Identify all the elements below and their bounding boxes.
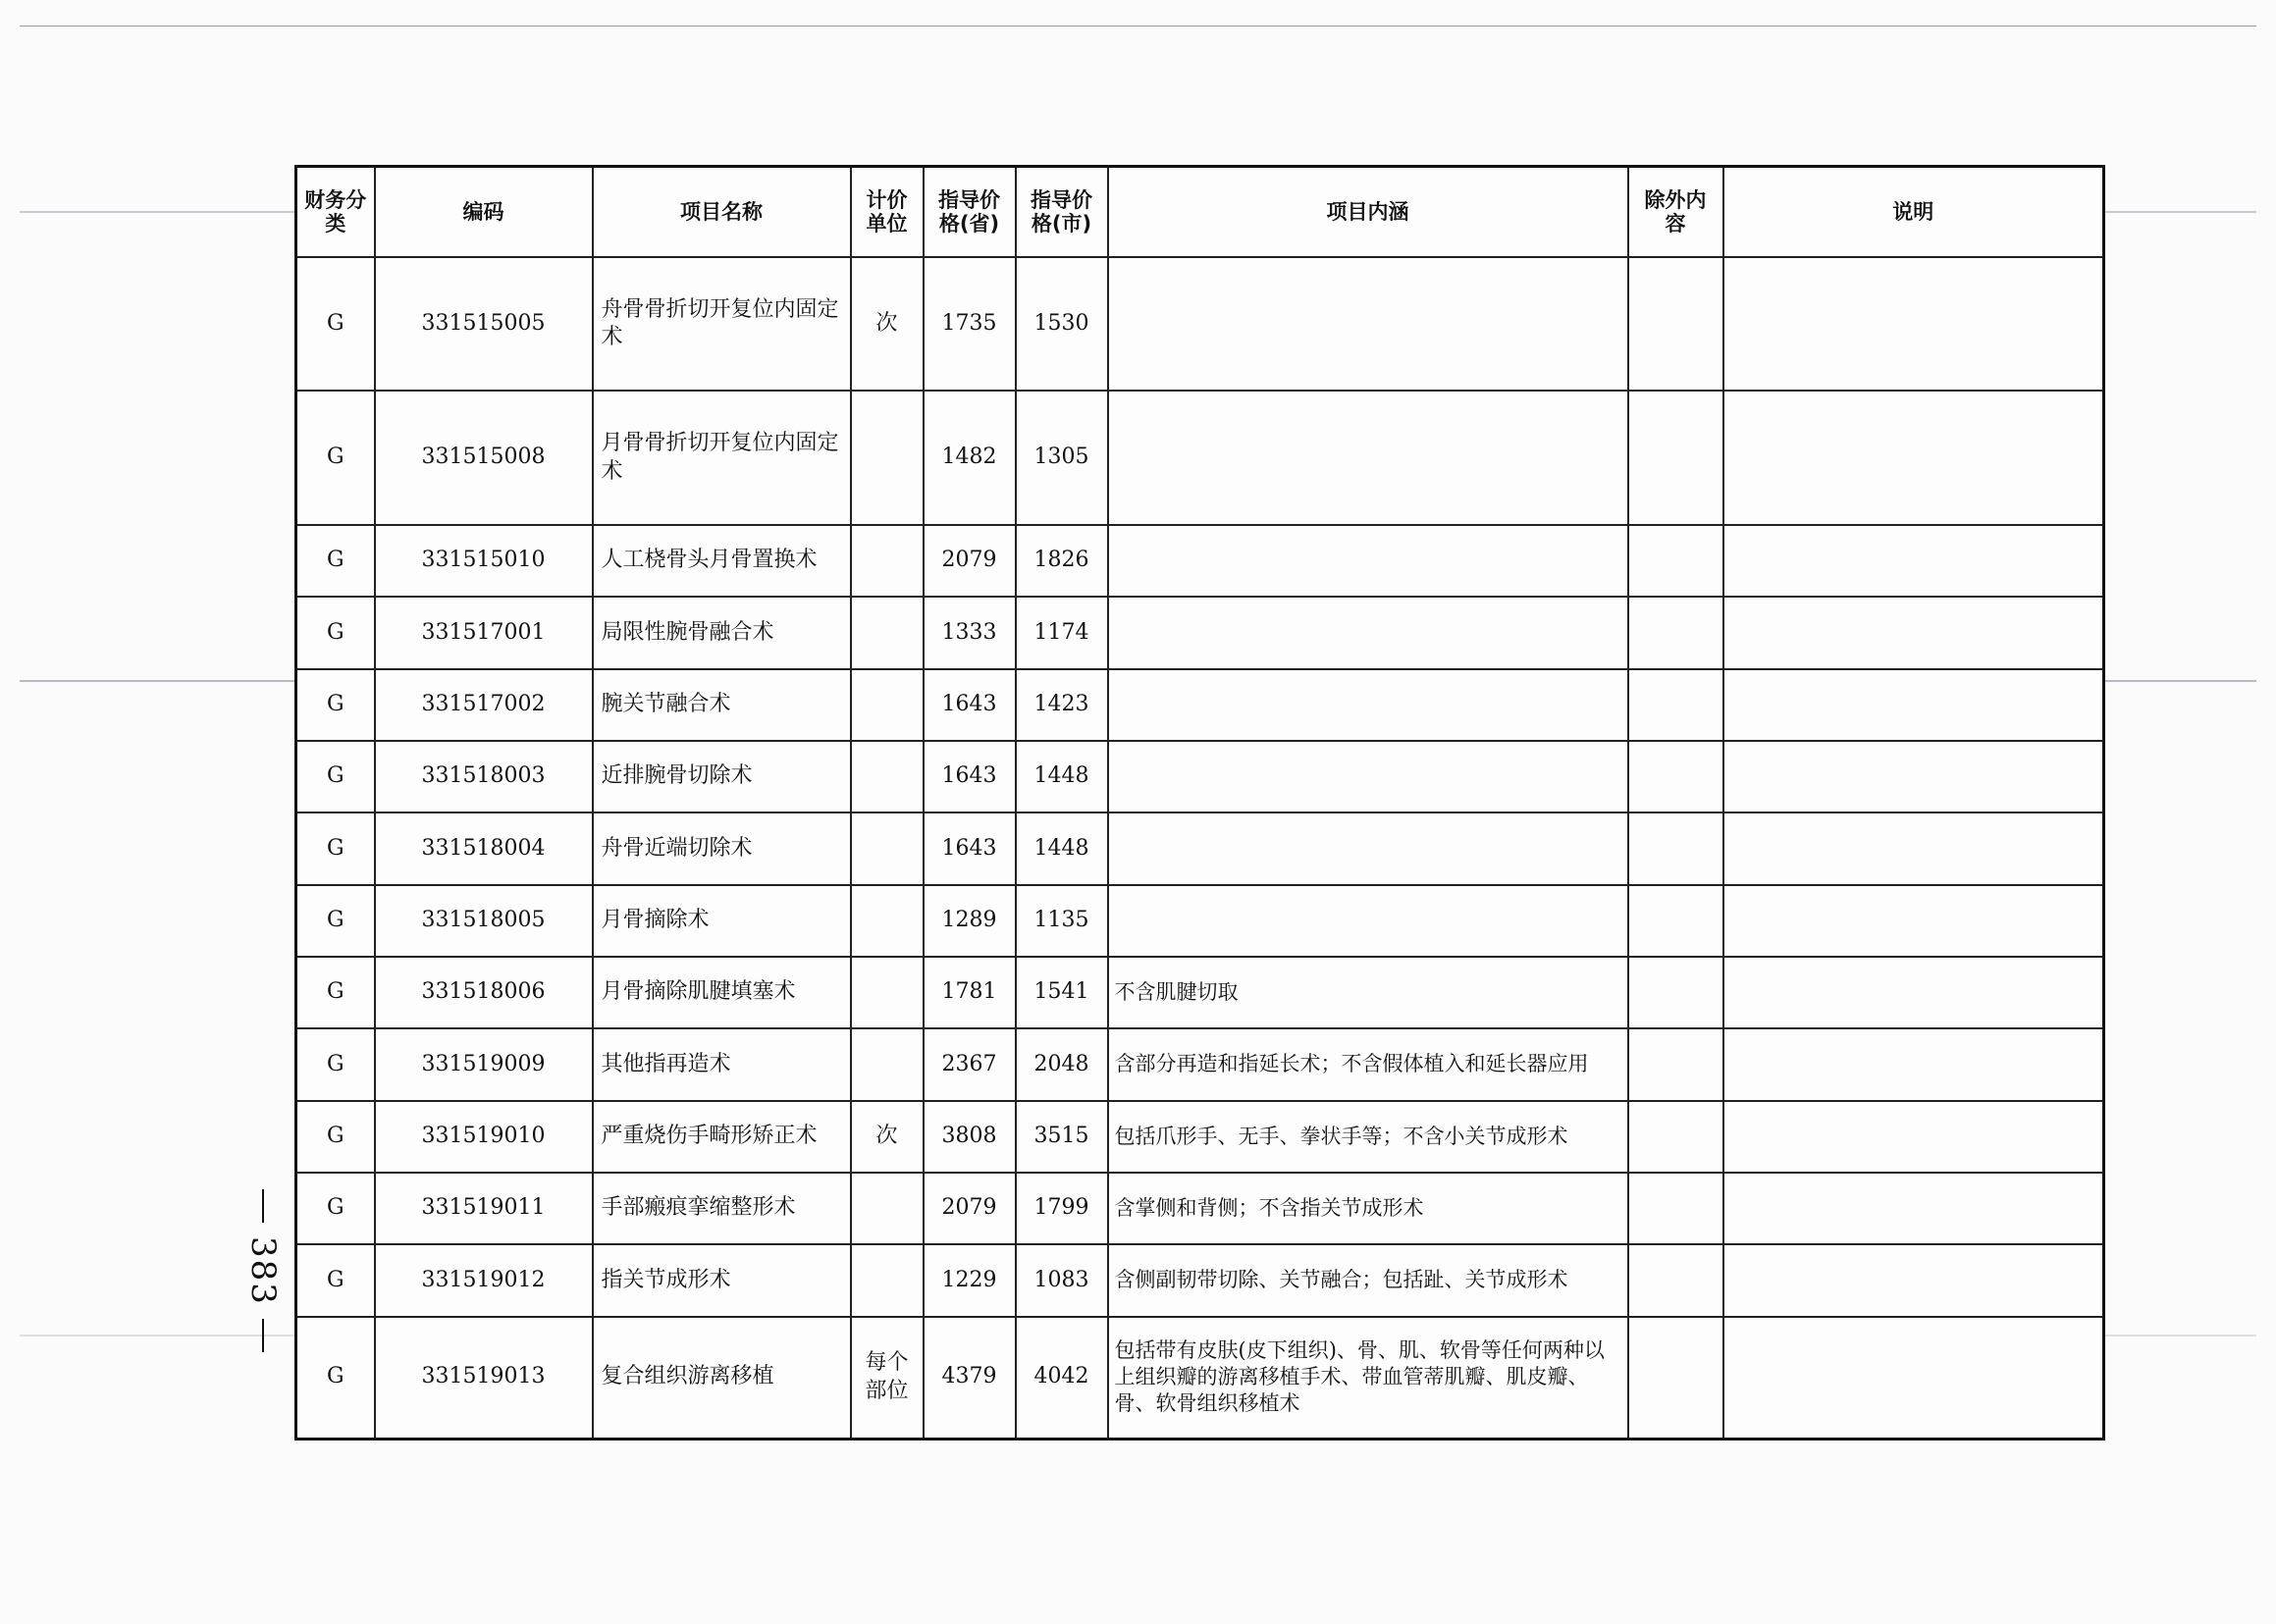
header-code: 编码 [375, 167, 593, 258]
table-row [296, 257, 2104, 391]
cell-exclusions [1628, 597, 1723, 668]
cell-code: 331519012 [375, 1244, 593, 1316]
cell-exclusions [1628, 1028, 1723, 1100]
cell-category: G [296, 1101, 375, 1173]
cell-code: 331518006 [375, 957, 593, 1028]
table-row [296, 885, 2104, 957]
cell-price-city: 1305 [1016, 391, 1108, 524]
cell-notes [1723, 257, 2104, 391]
table-row [296, 957, 2104, 1028]
cell-price-province: 4379 [924, 1317, 1016, 1440]
cell-exclusions [1628, 669, 1723, 741]
cell-code: 331515008 [375, 391, 593, 524]
cell-code: 331519013 [375, 1317, 593, 1440]
cell-notes [1723, 669, 2104, 741]
cell-unit: 次 [851, 257, 924, 391]
header-price-city: 指导价格(市) [1016, 167, 1108, 258]
cell-name: 舟骨近端切除术 [593, 812, 851, 884]
cell-price-city: 1826 [1016, 525, 1108, 597]
header-content: 项目内涵 [1108, 167, 1628, 258]
cell-name: 腕关节融合术 [593, 669, 851, 741]
cell-price-province: 1482 [924, 391, 1016, 524]
cell-unit [851, 669, 924, 741]
cell-price-province: 3808 [924, 1101, 1016, 1173]
cell-name: 人工桡骨头月骨置换术 [593, 525, 851, 597]
cell-unit [851, 812, 924, 884]
cell-exclusions [1628, 741, 1723, 812]
cell-name: 复合组织游离移植 [593, 1317, 851, 1440]
cell-category: G [296, 812, 375, 884]
cell-exclusions [1628, 957, 1723, 1028]
cell-unit [851, 1173, 924, 1244]
cell-price-city: 1135 [1016, 885, 1108, 957]
cell-exclusions [1628, 1244, 1723, 1316]
table-row [296, 1173, 2104, 1244]
cell-notes [1723, 391, 2104, 524]
header-notes: 说明 [1723, 167, 2104, 258]
cell-content: 含部分再造和指延长术；不含假体植入和延长器应用 [1108, 1028, 1628, 1100]
cell-price-city: 1448 [1016, 812, 1108, 884]
cell-code: 331517002 [375, 669, 593, 741]
cell-exclusions [1628, 885, 1723, 957]
cell-content [1108, 812, 1628, 884]
cell-name: 局限性腕骨融合术 [593, 597, 851, 668]
cell-price-province: 1333 [924, 597, 1016, 668]
cell-notes [1723, 741, 2104, 812]
cell-category: G [296, 257, 375, 391]
cell-content [1108, 741, 1628, 812]
cell-name: 其他指再造术 [593, 1028, 851, 1100]
cell-price-province: 1781 [924, 957, 1016, 1028]
cell-category: G [296, 741, 375, 812]
cell-price-city: 1530 [1016, 257, 1108, 391]
cell-content [1108, 525, 1628, 597]
cell-price-province: 1643 [924, 812, 1016, 884]
cell-content: 不含肌腱切取 [1108, 957, 1628, 1028]
cell-content [1108, 885, 1628, 957]
medical-fee-table [294, 165, 2105, 1441]
cell-notes [1723, 597, 2104, 668]
cell-name: 指关节成形术 [593, 1244, 851, 1316]
cell-unit [851, 957, 924, 1028]
cell-price-province: 1643 [924, 669, 1016, 741]
cell-unit [851, 597, 924, 668]
cell-unit [851, 885, 924, 957]
cell-code: 331518004 [375, 812, 593, 884]
cell-price-province: 1229 [924, 1244, 1016, 1316]
cell-content [1108, 597, 1628, 668]
cell-code: 331519009 [375, 1028, 593, 1100]
cell-category: G [296, 1173, 375, 1244]
cell-code: 331519010 [375, 1101, 593, 1173]
cell-exclusions [1628, 525, 1723, 597]
cell-code: 331519011 [375, 1173, 593, 1244]
cell-price-city: 1448 [1016, 741, 1108, 812]
cell-content: 包括带有皮肤(皮下组织)、骨、肌、软骨等任何两种以上组织瓣的游离移植手术、带血管蒂肌瓣、肌皮瓣、骨、软骨组织移植术 [1108, 1317, 1628, 1440]
cell-price-city: 1541 [1016, 957, 1108, 1028]
cell-unit [851, 1244, 924, 1316]
cell-notes [1723, 957, 2104, 1028]
cell-price-city: 1423 [1016, 669, 1108, 741]
cell-unit [851, 391, 924, 524]
cell-code: 331518005 [375, 885, 593, 957]
cell-content [1108, 391, 1628, 524]
cell-notes [1723, 1101, 2104, 1173]
cell-unit [851, 1028, 924, 1100]
table-row [296, 669, 2104, 741]
cell-unit [851, 741, 924, 812]
header-category: 财务分类 [296, 167, 375, 258]
cell-notes [1723, 885, 2104, 957]
cell-category: G [296, 885, 375, 957]
cell-name: 舟骨骨折切开复位内固定术 [593, 257, 851, 391]
cell-code: 331518003 [375, 741, 593, 812]
cell-price-province: 1735 [924, 257, 1016, 391]
header-price-province: 指导价格(省) [924, 167, 1016, 258]
cell-price-province: 2079 [924, 525, 1016, 597]
cell-category: G [296, 669, 375, 741]
cell-notes [1723, 525, 2104, 597]
cell-category: G [296, 957, 375, 1028]
cell-unit [851, 525, 924, 597]
cell-name: 月骨骨折切开复位内固定术 [593, 391, 851, 524]
header-row [296, 167, 2104, 258]
cell-price-province: 2367 [924, 1028, 1016, 1100]
cell-content: 包括爪形手、无手、拳状手等；不含小关节成形术 [1108, 1101, 1628, 1173]
page-number [243, 1182, 283, 1359]
table-row [296, 812, 2104, 884]
table-row [296, 1028, 2104, 1100]
cell-code: 331517001 [375, 597, 593, 668]
cell-name: 月骨摘除术 [593, 885, 851, 957]
cell-content [1108, 669, 1628, 741]
cell-content: 含掌侧和背侧；不含指关节成形术 [1108, 1173, 1628, 1244]
table-row [296, 597, 2104, 668]
cell-exclusions [1628, 391, 1723, 524]
cell-price-city: 1083 [1016, 1244, 1108, 1316]
cell-price-province: 1643 [924, 741, 1016, 812]
cell-category: G [296, 391, 375, 524]
cell-notes [1723, 1028, 2104, 1100]
cell-code: 331515010 [375, 525, 593, 597]
table-row [296, 1244, 2104, 1316]
table-row [296, 1101, 2104, 1173]
cell-category: G [296, 525, 375, 597]
page-number-dash [262, 1189, 264, 1223]
cell-exclusions [1628, 1173, 1723, 1244]
table-row [296, 741, 2104, 812]
header-exclusions: 除外内容 [1628, 167, 1723, 258]
cell-price-city: 1174 [1016, 597, 1108, 668]
cell-content: 含侧副韧带切除、关节融合；包括趾、关节成形术 [1108, 1244, 1628, 1316]
cell-exclusions [1628, 257, 1723, 391]
cell-name: 严重烧伤手畸形矫正术 [593, 1101, 851, 1173]
cell-notes [1723, 1317, 2104, 1440]
cell-notes [1723, 812, 2104, 884]
cell-notes [1723, 1173, 2104, 1244]
page-number-text: 383 [243, 1235, 283, 1306]
cell-price-city: 4042 [1016, 1317, 1108, 1440]
cell-category: G [296, 1317, 375, 1440]
cell-price-province: 1289 [924, 885, 1016, 957]
page-number-dash [262, 1319, 264, 1352]
cell-exclusions [1628, 1317, 1723, 1440]
table-row [296, 525, 2104, 597]
header-name: 项目名称 [593, 167, 851, 258]
table-row [296, 1317, 2104, 1440]
cell-content [1108, 257, 1628, 391]
table-body [296, 257, 2104, 1440]
cell-exclusions [1628, 1101, 1723, 1173]
cell-notes [1723, 1244, 2104, 1316]
cell-unit: 每个部位 [851, 1317, 924, 1440]
cell-name: 月骨摘除肌腱填塞术 [593, 957, 851, 1028]
cell-price-city: 2048 [1016, 1028, 1108, 1100]
cell-unit: 次 [851, 1101, 924, 1173]
cell-price-city: 1799 [1016, 1173, 1108, 1244]
cell-price-province: 2079 [924, 1173, 1016, 1244]
cell-exclusions [1628, 812, 1723, 884]
cell-name: 手部瘢痕挛缩整形术 [593, 1173, 851, 1244]
cell-name: 近排腕骨切除术 [593, 741, 851, 812]
cell-price-city: 3515 [1016, 1101, 1108, 1173]
table-row [296, 391, 2104, 524]
cell-category: G [296, 597, 375, 668]
cell-category: G [296, 1028, 375, 1100]
cell-category: G [296, 1244, 375, 1316]
cell-code: 331515005 [375, 257, 593, 391]
header-unit: 计价单位 [851, 167, 924, 258]
